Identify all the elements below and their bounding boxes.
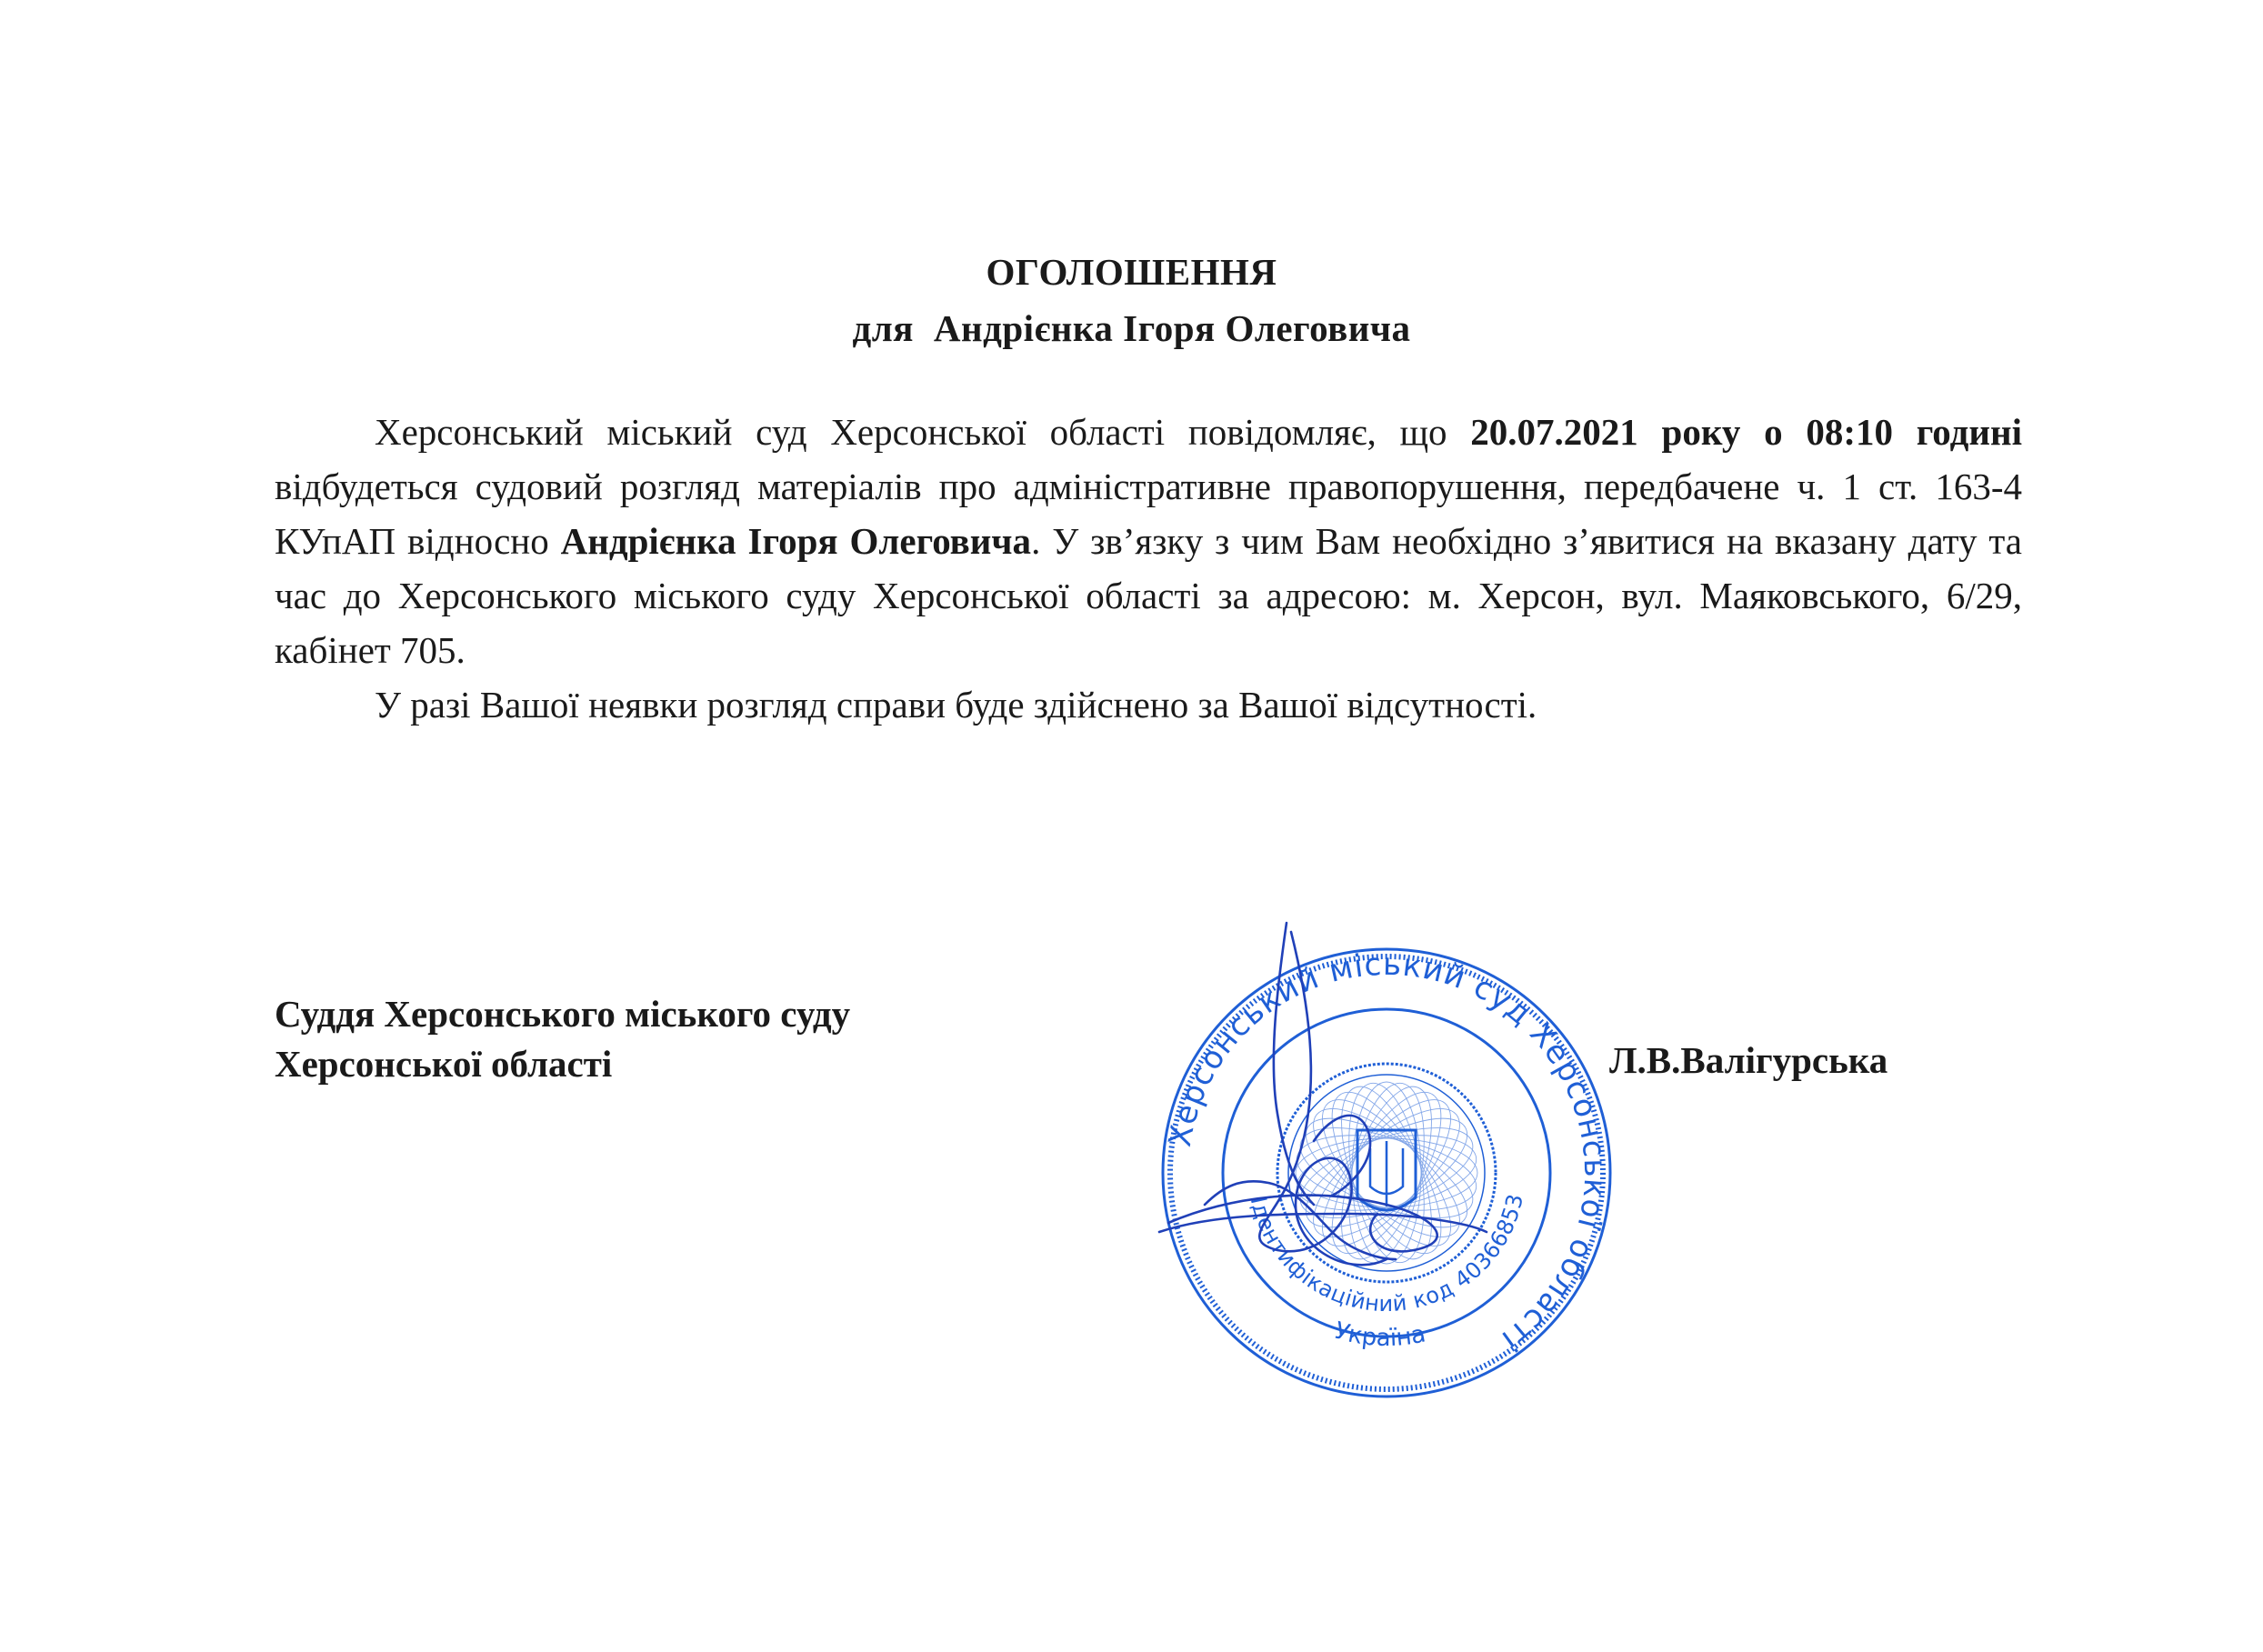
subtitle-prefix: для [852,307,914,349]
svg-text:Україна [1331,1317,1427,1352]
stamp-country-text: Україна [1331,1317,1428,1353]
stamp-outer-text: Херсонський міський суд Херсонської області [1161,946,1614,1359]
paragraph-text-2: відбудеться судовий розгляд матеріалів про адміністративне правопорушення, передбачене ч. 1 ст. 163-4 КУпАП відносно [275,466,2022,562]
announcement-subtitle [0,306,2263,350]
judge-position-line-2: Херсонської області [275,1043,613,1085]
judge-position [275,989,850,1089]
judge-name: Л.В.Валігурська [1609,1039,1888,1081]
announcement-title: ОГОЛОШЕННЯ [986,251,1277,293]
court-seal-stamp [1141,914,1632,1423]
judge-position-line-1: Суддя Херсонського міського суду [275,993,851,1035]
paragraph-absence: У разі Вашої неявки розгляд справи буде здійснено за Вашої відсутності. [375,684,1537,726]
stamp-inner-text: Ідентифікаційний код 40366853 [1245,1191,1528,1317]
paragraph-main [275,405,2022,677]
paragraph-text-3: . У зв’язку з чим Вам необхідно з’явитися на вказану дату та час до Херсонського міського суду Херсонської області за адресою: м. Херсон, вул. Маяковського, 6/29, кабінет 705. [275,520,2022,671]
subtitle-name: Андрієнка Ігоря Олеговича [933,307,1411,349]
defendant-name: Андрієнка Ігоря Олеговича [560,520,1032,562]
hearing-date-time: 20.07.2021 року о 08:10 годині [1470,411,2023,453]
announcement-body [275,405,2022,732]
paragraph-text-1: Херсонський міський суд Херсонської області повідомляє, що [375,411,1471,453]
